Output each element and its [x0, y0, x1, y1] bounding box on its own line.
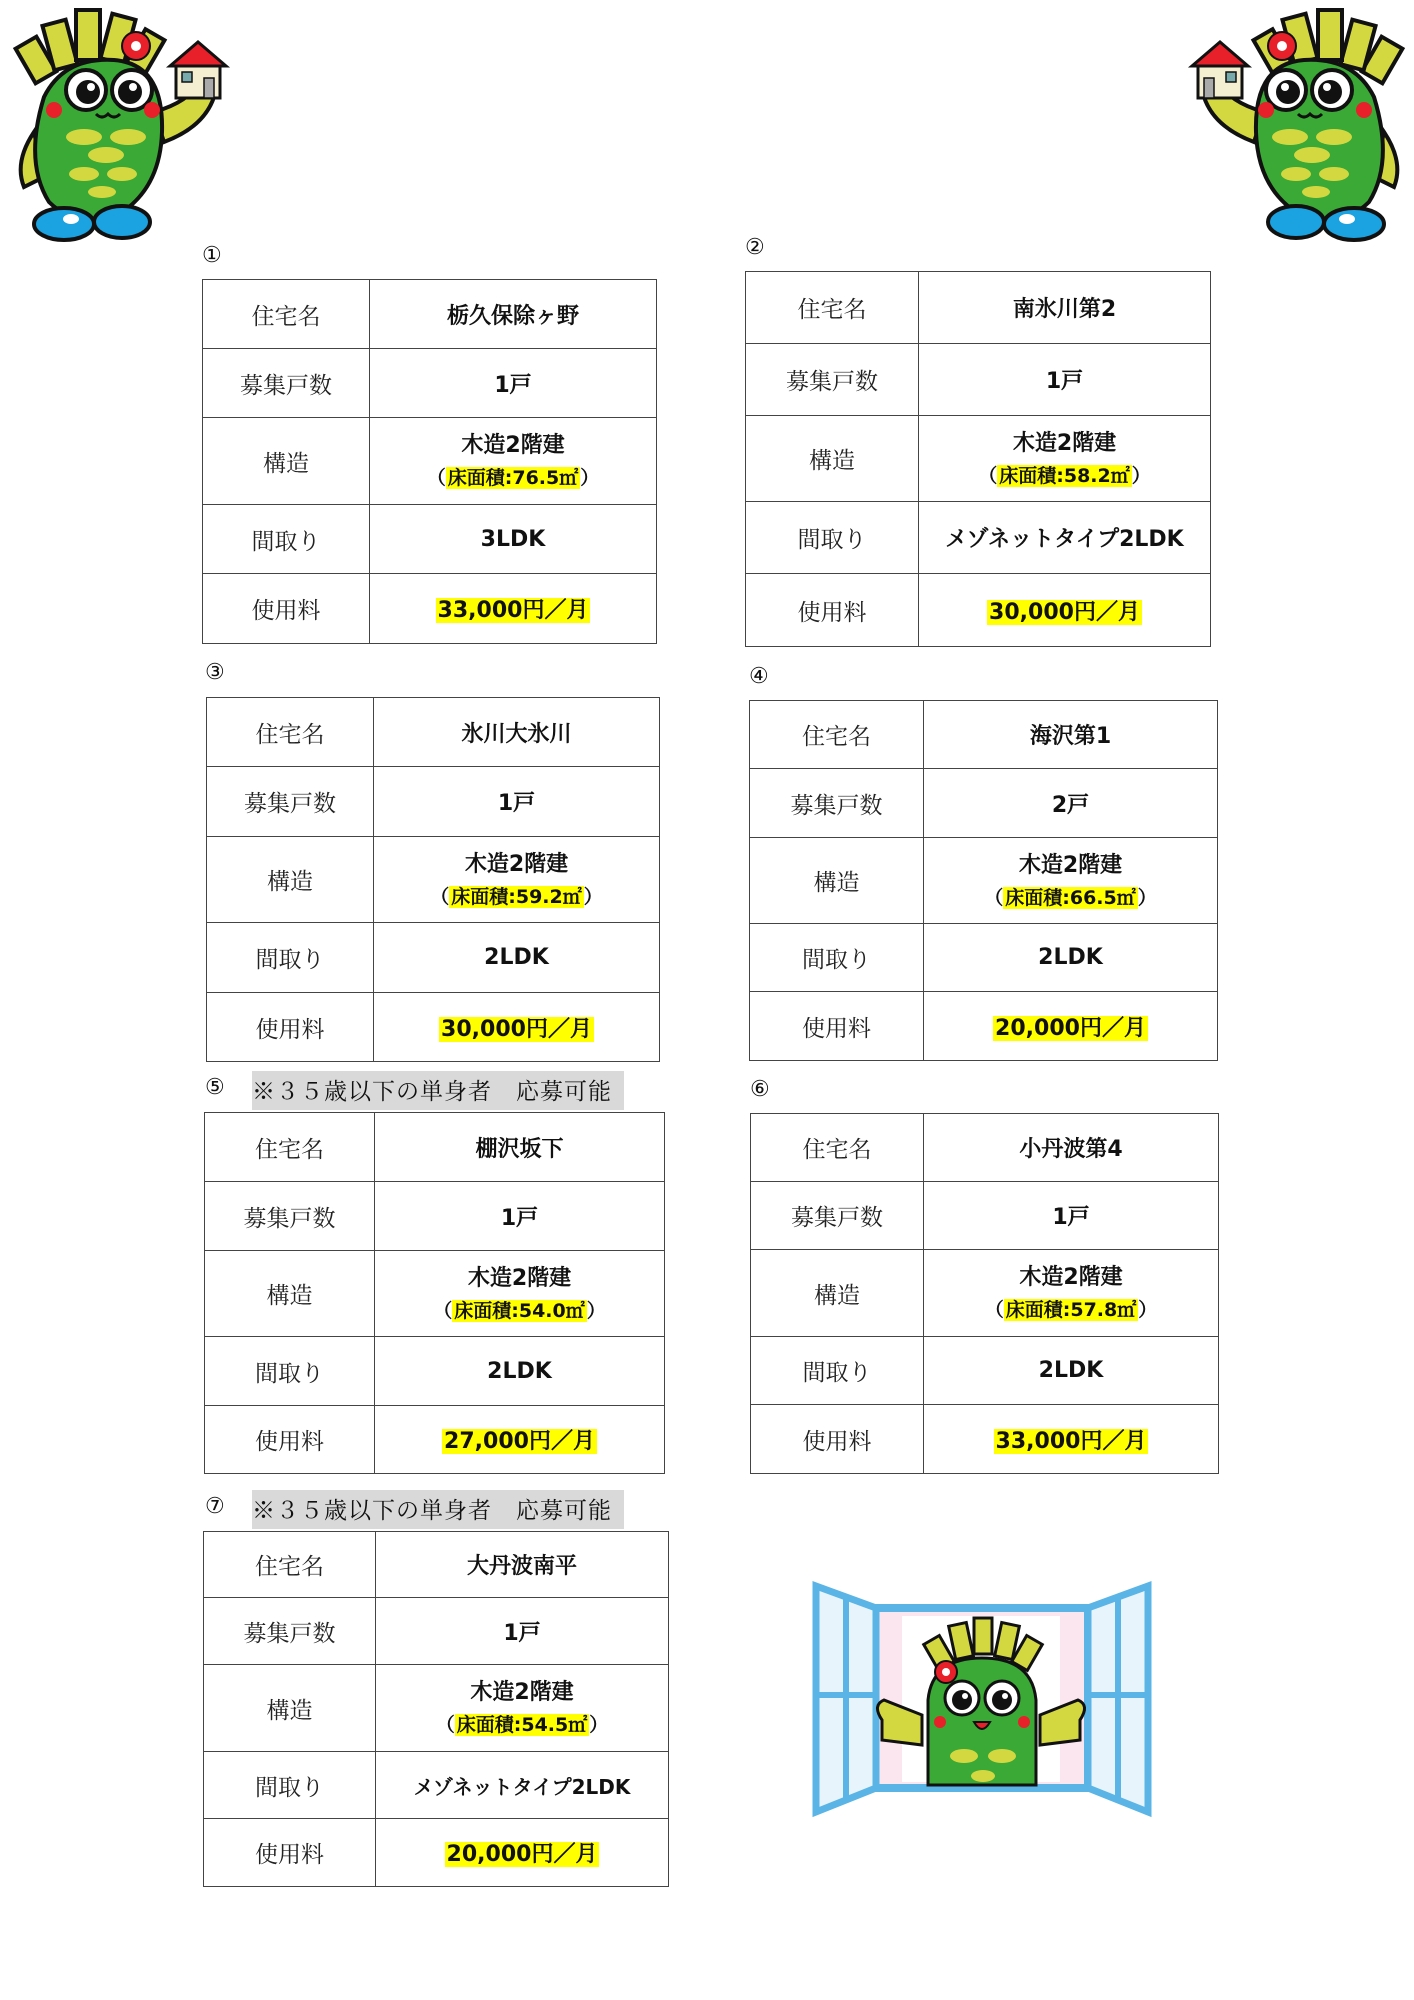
paren-close: ） — [1131, 464, 1151, 487]
layout-value: 3LDK — [370, 505, 657, 574]
property-2-marker: ② — [745, 235, 765, 260]
table-row — [204, 1752, 669, 1819]
paren-close: ） — [589, 1714, 609, 1736]
layout-label: 間取り — [751, 1337, 924, 1405]
units-label: 募集戸数 — [751, 1182, 924, 1250]
paren-close: ） — [586, 1299, 606, 1322]
table-row — [750, 769, 1218, 838]
unit-count: 1戸 — [919, 344, 1211, 416]
paren-open: （ — [430, 885, 450, 908]
structure-label: 構造 — [204, 1665, 376, 1752]
floor-area: 床面積:54.0㎡ — [454, 1299, 585, 1322]
unit-count: 1戸 — [924, 1182, 1219, 1250]
mascot-holding-house-right-illustration — [1184, 2, 1414, 247]
property-name: 南氷川第2 — [919, 272, 1211, 344]
property-4-table — [749, 700, 1218, 1061]
table-row — [205, 1251, 665, 1337]
name-label: 住宅名 — [207, 698, 374, 767]
structure-value — [375, 1251, 665, 1337]
floor-area: 床面積:59.2㎡ — [451, 885, 582, 908]
units-label: 募集戸数 — [204, 1598, 376, 1665]
structure-label: 構造 — [750, 838, 924, 924]
paren-open: （ — [978, 464, 998, 487]
table-row — [746, 416, 1211, 502]
table-row — [746, 502, 1211, 574]
table-row — [204, 1819, 669, 1887]
property-name: 大丹波南平 — [376, 1532, 669, 1598]
rent-value: 33,000円／月 — [995, 1428, 1147, 1454]
property-7-table — [203, 1531, 669, 1887]
rent-label: 使用料 — [205, 1406, 375, 1474]
layout-label: 間取り — [205, 1337, 375, 1406]
structure-value — [374, 837, 660, 923]
property-6-marker: ⑥ — [750, 1077, 770, 1102]
structure-value — [924, 1250, 1219, 1337]
floor-area: 床面積:57.8㎡ — [1005, 1299, 1137, 1321]
property-name: 海沢第1 — [924, 701, 1218, 769]
paren-close: ） — [1138, 1299, 1158, 1321]
single-applicant-note: ※３５歳以下の単身者 応募可能 — [252, 1490, 624, 1529]
table-row — [203, 418, 657, 505]
table-row — [751, 1114, 1219, 1182]
layout-value — [376, 1752, 669, 1819]
structure-value — [919, 416, 1211, 502]
structure-type: 木造2階建 — [1018, 852, 1123, 878]
table-row — [203, 505, 657, 574]
rent-label: 使用料 — [750, 992, 924, 1061]
units-label: 募集戸数 — [207, 767, 374, 837]
structure-label: 構造 — [205, 1251, 375, 1337]
rent-value-cell — [376, 1819, 669, 1887]
property-3-marker: ③ — [205, 660, 225, 685]
table-row — [203, 349, 657, 418]
name-label: 住宅名 — [203, 280, 370, 349]
table-row — [750, 838, 1218, 924]
name-label: 住宅名 — [205, 1113, 375, 1182]
table-row — [750, 924, 1218, 992]
table-row — [204, 1532, 669, 1598]
name-label: 住宅名 — [204, 1532, 376, 1598]
mascot-in-window-illustration — [812, 1580, 1152, 1820]
structure-value — [376, 1665, 669, 1752]
floor-area: 床面積:58.2㎡ — [999, 464, 1130, 487]
paren-open: （ — [433, 1299, 453, 1322]
rent-label: 使用料 — [746, 574, 919, 647]
layout-label: 間取り — [746, 502, 919, 574]
unit-count: 1戸 — [374, 767, 660, 837]
unit-count: 1戸 — [370, 349, 657, 418]
rent-value-cell — [924, 1405, 1219, 1474]
floor-area: 床面積:76.5㎡ — [447, 467, 579, 489]
property-5-marker: ⑤ — [205, 1075, 225, 1100]
single-applicant-note: ※３５歳以下の単身者 応募可能 — [252, 1071, 624, 1110]
rent-value: 30,000円／月 — [989, 599, 1140, 625]
layout-label: 間取り — [750, 924, 924, 992]
property-3-table — [206, 697, 660, 1062]
structure-type: 木造2階建 — [464, 851, 569, 877]
table-row — [205, 1337, 665, 1406]
table-row — [207, 767, 660, 837]
table-row — [207, 837, 660, 923]
rent-label: 使用料 — [751, 1405, 924, 1474]
table-row — [751, 1182, 1219, 1250]
property-7-marker: ⑦ — [205, 1494, 225, 1519]
table-row — [203, 574, 657, 644]
table-row — [207, 698, 660, 767]
mascot-holding-house-left-illustration — [4, 2, 234, 247]
floor-area: 床面積:54.5㎡ — [456, 1714, 588, 1736]
name-label: 住宅名 — [750, 701, 924, 769]
property-4-marker: ④ — [749, 664, 769, 689]
property-5-table — [204, 1112, 665, 1474]
structure-type: 木造2階建 — [467, 1265, 572, 1291]
structure-label: 構造 — [746, 416, 919, 502]
table-row — [746, 574, 1211, 647]
structure-type: 木造2階建 — [1012, 430, 1117, 456]
table-row — [205, 1182, 665, 1251]
layout-label: 間取り — [204, 1752, 376, 1819]
table-row — [746, 344, 1211, 416]
rent-value: 27,000円／月 — [444, 1429, 595, 1454]
rent-value-cell — [370, 574, 657, 644]
property-1-marker: ① — [202, 243, 222, 268]
paren-open: （ — [984, 1299, 1004, 1321]
layout-value: 2LDK — [375, 1337, 665, 1406]
layout-value: 2LDK — [374, 923, 660, 993]
structure-value — [924, 838, 1218, 924]
rent-value-cell — [924, 992, 1218, 1061]
rent-value: 33,000円／月 — [437, 598, 589, 623]
property-name: 小丹波第4 — [924, 1114, 1219, 1182]
layout-label: 間取り — [203, 505, 370, 574]
property-2-table — [745, 271, 1211, 647]
units-label: 募集戸数 — [203, 349, 370, 418]
structure-value — [370, 418, 657, 505]
layout-value: 2LDK — [924, 1337, 1219, 1405]
table-row — [207, 923, 660, 993]
property-6-table — [750, 1113, 1219, 1474]
paren-close: ） — [580, 467, 600, 489]
units-label: 募集戸数 — [746, 344, 919, 416]
structure-type: 木造2階建 — [470, 1680, 574, 1705]
table-row — [750, 701, 1218, 769]
rent-value: 20,000円／月 — [995, 1015, 1146, 1041]
structure-label: 構造 — [751, 1250, 924, 1337]
layout-label: 間取り — [207, 923, 374, 993]
layout-text: メゾネットタイプ2LDK — [413, 1774, 631, 1799]
layout-value: メゾネットタイプ2LDK — [919, 502, 1211, 574]
units-label: 募集戸数 — [750, 769, 924, 838]
rent-value: 30,000円／月 — [441, 1016, 592, 1042]
table-row — [207, 993, 660, 1062]
rent-value: 20,000円／月 — [446, 1842, 598, 1867]
table-row — [205, 1406, 665, 1474]
paren-open: （ — [435, 1714, 455, 1736]
unit-count: 1戸 — [376, 1598, 669, 1665]
table-row — [204, 1665, 669, 1752]
rent-value-cell — [919, 574, 1211, 647]
table-row — [204, 1598, 669, 1665]
table-row — [203, 280, 657, 349]
property-name: 栃久保除ヶ野 — [370, 280, 657, 349]
unit-count: 1戸 — [375, 1182, 665, 1251]
paren-open: （ — [426, 467, 446, 489]
table-row — [205, 1113, 665, 1182]
table-row — [751, 1250, 1219, 1337]
property-name: 氷川大氷川 — [374, 698, 660, 767]
rent-value-cell — [374, 993, 660, 1062]
structure-type: 木造2階建 — [1019, 1265, 1123, 1290]
rent-value-cell — [375, 1406, 665, 1474]
structure-label: 構造 — [203, 418, 370, 505]
paren-close: ） — [1137, 886, 1157, 909]
structure-type: 木造2階建 — [461, 433, 565, 458]
table-row — [751, 1405, 1219, 1474]
layout-value: 2LDK — [924, 924, 1218, 992]
name-label: 住宅名 — [751, 1114, 924, 1182]
floor-area: 床面積:66.5㎡ — [1005, 886, 1136, 909]
table-row — [746, 272, 1211, 344]
table-row — [750, 992, 1218, 1061]
paren-open: （ — [984, 886, 1004, 909]
rent-label: 使用料 — [204, 1819, 376, 1887]
table-row — [751, 1337, 1219, 1405]
paren-close: ） — [583, 885, 603, 908]
rent-label: 使用料 — [207, 993, 374, 1062]
units-label: 募集戸数 — [205, 1182, 375, 1251]
unit-count: 2戸 — [924, 769, 1218, 838]
name-label: 住宅名 — [746, 272, 919, 344]
rent-label: 使用料 — [203, 574, 370, 644]
property-name: 棚沢坂下 — [375, 1113, 665, 1182]
structure-label: 構造 — [207, 837, 374, 923]
property-1-table — [202, 279, 657, 644]
